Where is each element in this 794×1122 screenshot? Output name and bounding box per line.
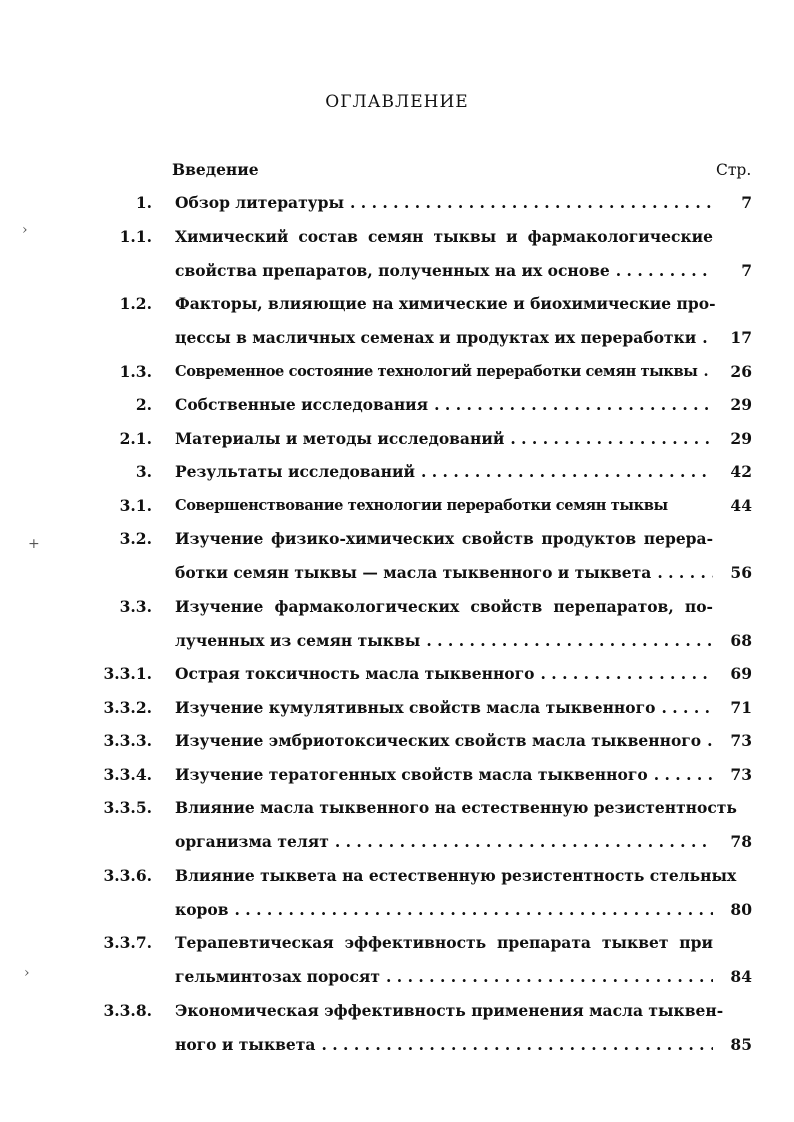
- leader-dots: [651, 563, 713, 583]
- entry-title-text: Изучение тератогенных свойств масла тыквенного: [175, 764, 648, 784]
- entry-page-number: 85: [730, 1034, 752, 1054]
- margin-mark: ›: [24, 965, 30, 981]
- leader-dots: [610, 261, 713, 281]
- leader-dots: [696, 328, 713, 348]
- toc-entry: [0, 731, 794, 753]
- entry-title-line: [175, 731, 713, 751]
- margin-mark: +: [28, 536, 40, 552]
- leader-dots: [428, 395, 713, 415]
- entry-title-line: [175, 496, 713, 516]
- entry-page-number: 73: [730, 764, 752, 784]
- leader-dots: [648, 765, 713, 785]
- entry-number: 3.2.: [119, 529, 152, 548]
- leader-dots: [698, 362, 713, 382]
- entry-number: 3.3.6.: [103, 865, 152, 885]
- toc-entry: [0, 798, 794, 854]
- entry-title-line: [175, 1000, 724, 1021]
- toc-intro: Введение: [172, 160, 259, 179]
- entry-number: 2.1.: [119, 428, 152, 448]
- entry-title-line: [175, 832, 713, 852]
- entry-title-text: Изучение кумулятивных свойств масла тыквенного: [175, 697, 656, 717]
- entry-title-line: [175, 967, 713, 987]
- entry-number: 3.3.3.: [103, 731, 152, 750]
- toc-entry: [0, 597, 794, 653]
- entry-title-text: ботки семян тыквы — масла тыквенного и тыквета: [175, 563, 652, 582]
- entry-title-text: ного и тыквета: [175, 1034, 316, 1054]
- entry-title-line: [175, 362, 713, 382]
- entry-title-text: Совершенствование технологии переработки семян тыквы: [175, 496, 668, 514]
- entry-number: 1.2.: [119, 294, 152, 313]
- entry-title-text: коров: [175, 899, 229, 919]
- toc-entry: [0, 529, 794, 585]
- entry-title-line: [175, 1035, 713, 1055]
- entry-page-number: 69: [730, 664, 752, 683]
- entry-title-text: Изучение эмбриотоксических свойств масла тыквенного: [175, 731, 702, 750]
- leader-dots: [534, 664, 713, 684]
- entry-title-text: Изучение фармакологических свойств перепаратов, по-: [175, 596, 713, 616]
- entry-page-number: 29: [730, 428, 752, 448]
- entry-title-text: Собственные исследования: [175, 395, 429, 414]
- toc-entry: [0, 698, 794, 720]
- entry-title-text: Экономическая эффективность применения масла тыквен-: [175, 1000, 724, 1020]
- entry-number: 3.3.: [119, 596, 152, 616]
- entry-title-text: Влияние масла тыквенного на естественную резистентность: [175, 798, 737, 817]
- leader-dots: [420, 631, 713, 651]
- entry-page-number: 56: [730, 563, 752, 582]
- entry-page-number: 71: [730, 697, 752, 717]
- entry-number: 3.3.7.: [103, 933, 152, 952]
- page-column-label: Стр.: [716, 161, 752, 179]
- toc-entry: [0, 933, 794, 989]
- toc-entry: [0, 1001, 794, 1057]
- entry-number: 3.3.4.: [103, 764, 152, 784]
- entry-number: 3.: [135, 462, 152, 481]
- toc-entry: [0, 765, 794, 787]
- entry-number: 3.3.1.: [103, 664, 152, 683]
- entry-number: 1.: [135, 193, 152, 212]
- leader-dots: [655, 698, 713, 718]
- toc-entry: [0, 462, 794, 484]
- entry-page-number: 80: [730, 899, 752, 919]
- entry-title-text: лученных из семян тыквы: [175, 630, 421, 650]
- entry-page-number: 44: [730, 495, 752, 515]
- entry-title-line: [175, 529, 713, 549]
- entry-number: 3.3.8.: [103, 1000, 152, 1020]
- toc-entry: [0, 294, 794, 350]
- entry-number: 1.3.: [119, 361, 152, 381]
- entry-number: 2.: [135, 395, 152, 414]
- entry-page-number: 17: [730, 328, 752, 347]
- toc-entry: [0, 362, 794, 384]
- entry-title-text: Факторы, влияющие на химические и биохимические про-: [175, 294, 716, 313]
- toc-entry: [0, 429, 794, 451]
- entry-title-text: Материалы и методы исследований: [175, 428, 505, 448]
- entry-page-number: 42: [730, 462, 752, 481]
- entry-page-number: 68: [730, 630, 752, 650]
- entry-title-text: Результаты исследований: [175, 462, 415, 481]
- entry-title-line: [175, 698, 713, 718]
- entry-title-line: [175, 631, 713, 651]
- leader-dots: [344, 193, 713, 213]
- leader-dots: [329, 832, 713, 852]
- entry-title-text: Обзор литературы: [175, 193, 344, 212]
- leader-dots: [228, 900, 713, 920]
- entry-title-line: [175, 227, 713, 247]
- entry-title-line: [175, 798, 737, 818]
- entry-title-line: [175, 462, 713, 482]
- entry-number: 3.1.: [119, 495, 152, 515]
- toc-entry: [0, 664, 794, 686]
- toc-entry: [0, 496, 794, 518]
- entry-title-line: [175, 395, 713, 415]
- entry-page-number: 73: [730, 731, 752, 750]
- entry-page-number: 7: [741, 193, 752, 212]
- entry-page-number: 84: [730, 967, 752, 986]
- entry-title-text: цессы в масличных семенах и продуктах их переработки: [175, 328, 697, 347]
- entry-title-text: Изучение физико-химических свойств продуктов перера-: [175, 529, 713, 548]
- entry-title-line: [175, 429, 713, 449]
- entry-title-line: [175, 765, 713, 785]
- entry-title-text: Современное состояние технологий переработки семян тыквы: [175, 362, 698, 380]
- entry-title-line: [175, 261, 713, 281]
- entry-title-line: [175, 933, 713, 953]
- toc-entry: [0, 866, 794, 922]
- entry-page-number: 78: [730, 832, 752, 851]
- entry-number: 3.3.2.: [103, 697, 152, 717]
- entry-page-number: 7: [741, 260, 752, 280]
- entry-title-line: [175, 597, 713, 617]
- margin-mark: ›: [22, 222, 28, 238]
- entry-title-line: [175, 193, 713, 213]
- entry-title-line: [175, 900, 713, 920]
- entry-title-text: гельминтозах поросят: [175, 967, 380, 986]
- leader-dots: [315, 1035, 713, 1055]
- page-title: ОГЛАВЛЕНИЕ: [325, 92, 469, 112]
- entry-page-number: 26: [730, 361, 752, 381]
- toc-entry: [0, 395, 794, 417]
- entry-title-line: [175, 328, 713, 348]
- entry-title-line: [175, 865, 737, 886]
- leader-dots: [380, 967, 713, 987]
- entry-number: 1.1.: [119, 226, 152, 246]
- leader-dots: [415, 462, 713, 482]
- entry-title-line: [175, 563, 713, 583]
- entry-title-text: Терапевтическая эффективность препарата тыквет при: [175, 933, 713, 952]
- toc-entry: [0, 227, 794, 283]
- entry-page-number: 29: [730, 395, 752, 414]
- entry-title-text: Острая токсичность масла тыквенного: [175, 664, 535, 683]
- entry-title-text: свойства препаратов, полученных на их основе: [175, 260, 610, 280]
- leader-dots: [701, 731, 713, 751]
- toc-entry: [0, 193, 794, 215]
- entry-title-line: [175, 294, 716, 314]
- entry-title-text: организма телят: [175, 832, 329, 851]
- entry-number: 3.3.5.: [103, 798, 152, 817]
- entry-title-text: Влияние тыквета на естественную резистентность стельных: [175, 865, 737, 885]
- entry-title-line: [175, 664, 713, 684]
- entry-title-text: Химический состав семян тыквы и фармакологические: [175, 226, 713, 246]
- leader-dots: [504, 429, 713, 449]
